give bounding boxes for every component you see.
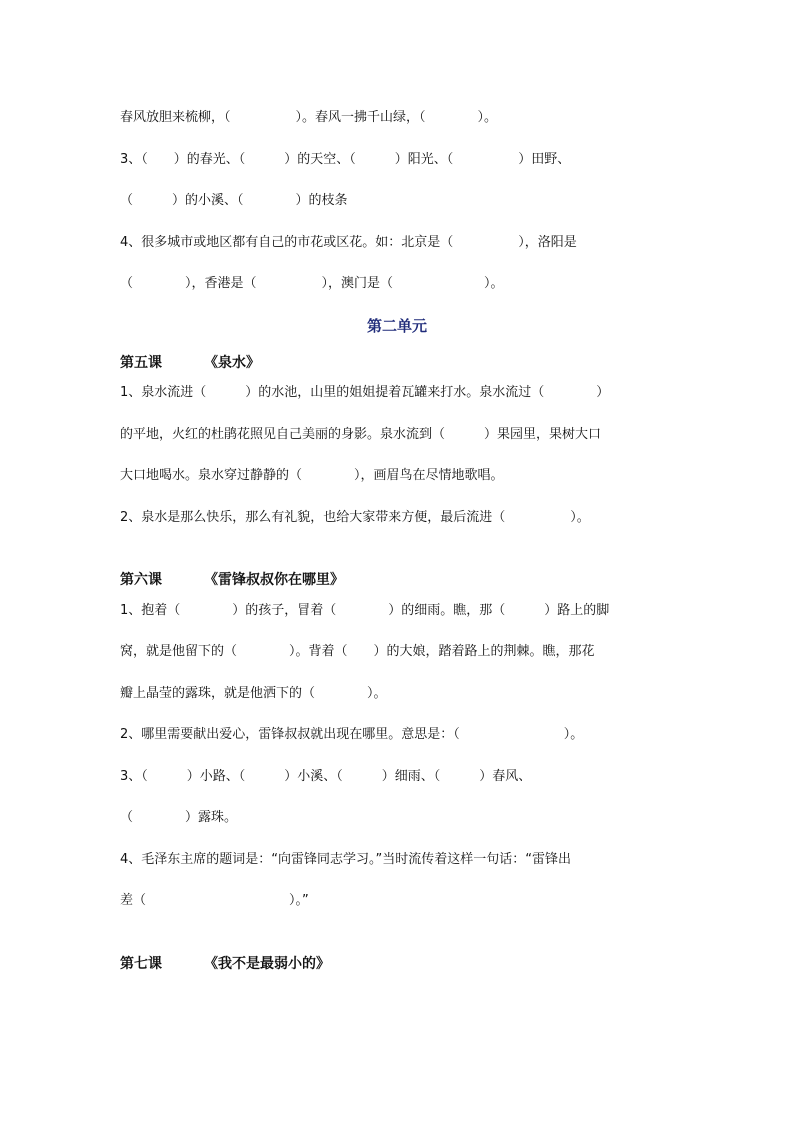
text-line: 瓣上晶莹的露珠，就是他洒下的（ ）。 [120, 686, 387, 701]
question-line: 1、泉水流进（ ）的水池，山里的姐姐提着瓦罐来打水。泉水流过（ ） [120, 385, 610, 400]
text-line: 春风放胆来梳柳，（ ）。春风一拂千山绿，（ ）。 [120, 110, 498, 125]
question-line: 2、泉水是那么快乐，那么有礼貌，也给大家带来方便，最后流进（ ）。 [120, 510, 590, 525]
lesson-heading [120, 569, 344, 589]
question-line: 4、毛泽东主席的题词是：“向雷锋同志学习。”当时流传着这样一句话：“雷锋出 [120, 852, 571, 867]
lesson-heading [120, 352, 260, 372]
text-line: （ ）露珠。 [120, 810, 238, 825]
lesson-title: 《雷锋叔叔你在哪里》 [204, 572, 344, 588]
unit-title: 第二单元 [366, 317, 427, 335]
text-line: （ ）的小溪、（ ）的枝条 [120, 193, 348, 208]
text-line: 大口地喝水。泉水穿过静静的（ ），画眉鸟在尽情地歌唱。 [120, 468, 504, 483]
lesson-title: 《泉水》 [204, 355, 260, 371]
lesson-number: 第七课 [120, 956, 162, 972]
lesson-title: 《我不是最弱小的》 [204, 956, 330, 972]
lesson-heading [120, 953, 330, 973]
question-line: 4、很多城市或地区都有自己的市花或区花。如：北京是（ ），洛阳是 [120, 235, 577, 250]
question-line: 3、（ ）小路、（ ）小溪、（ ）细雨、（ ）春风、 [120, 769, 532, 784]
text-line: （ ），香港是（ ），澳门是（ ）。 [120, 276, 504, 291]
text-line: 窝，就是他留下的（ ）。背着（ ）的大娘，踏着路上的荆棘。瞧，那花 [120, 644, 595, 659]
text-line: 的平地，火红的杜鹃花照见自己美丽的身影。泉水流到（ ）果园里，果树大口 [120, 427, 602, 442]
question-line: 2、哪里需要献出爱心，雷锋叔叔就出现在哪里。意思是：（ ）。 [120, 727, 584, 742]
text-line: 差（ ）。” [120, 893, 309, 908]
lesson-number: 第五课 [120, 355, 162, 371]
question-line: 1、抱着（ ）的孩子，冒着（ ）的细雨。瞧，那（ ）路上的脚 [120, 603, 610, 618]
lesson-number: 第六课 [120, 572, 162, 588]
question-line: 3、（ ）的春光、（ ）的天空、（ ）阳光、（ ）田野、 [120, 152, 571, 167]
